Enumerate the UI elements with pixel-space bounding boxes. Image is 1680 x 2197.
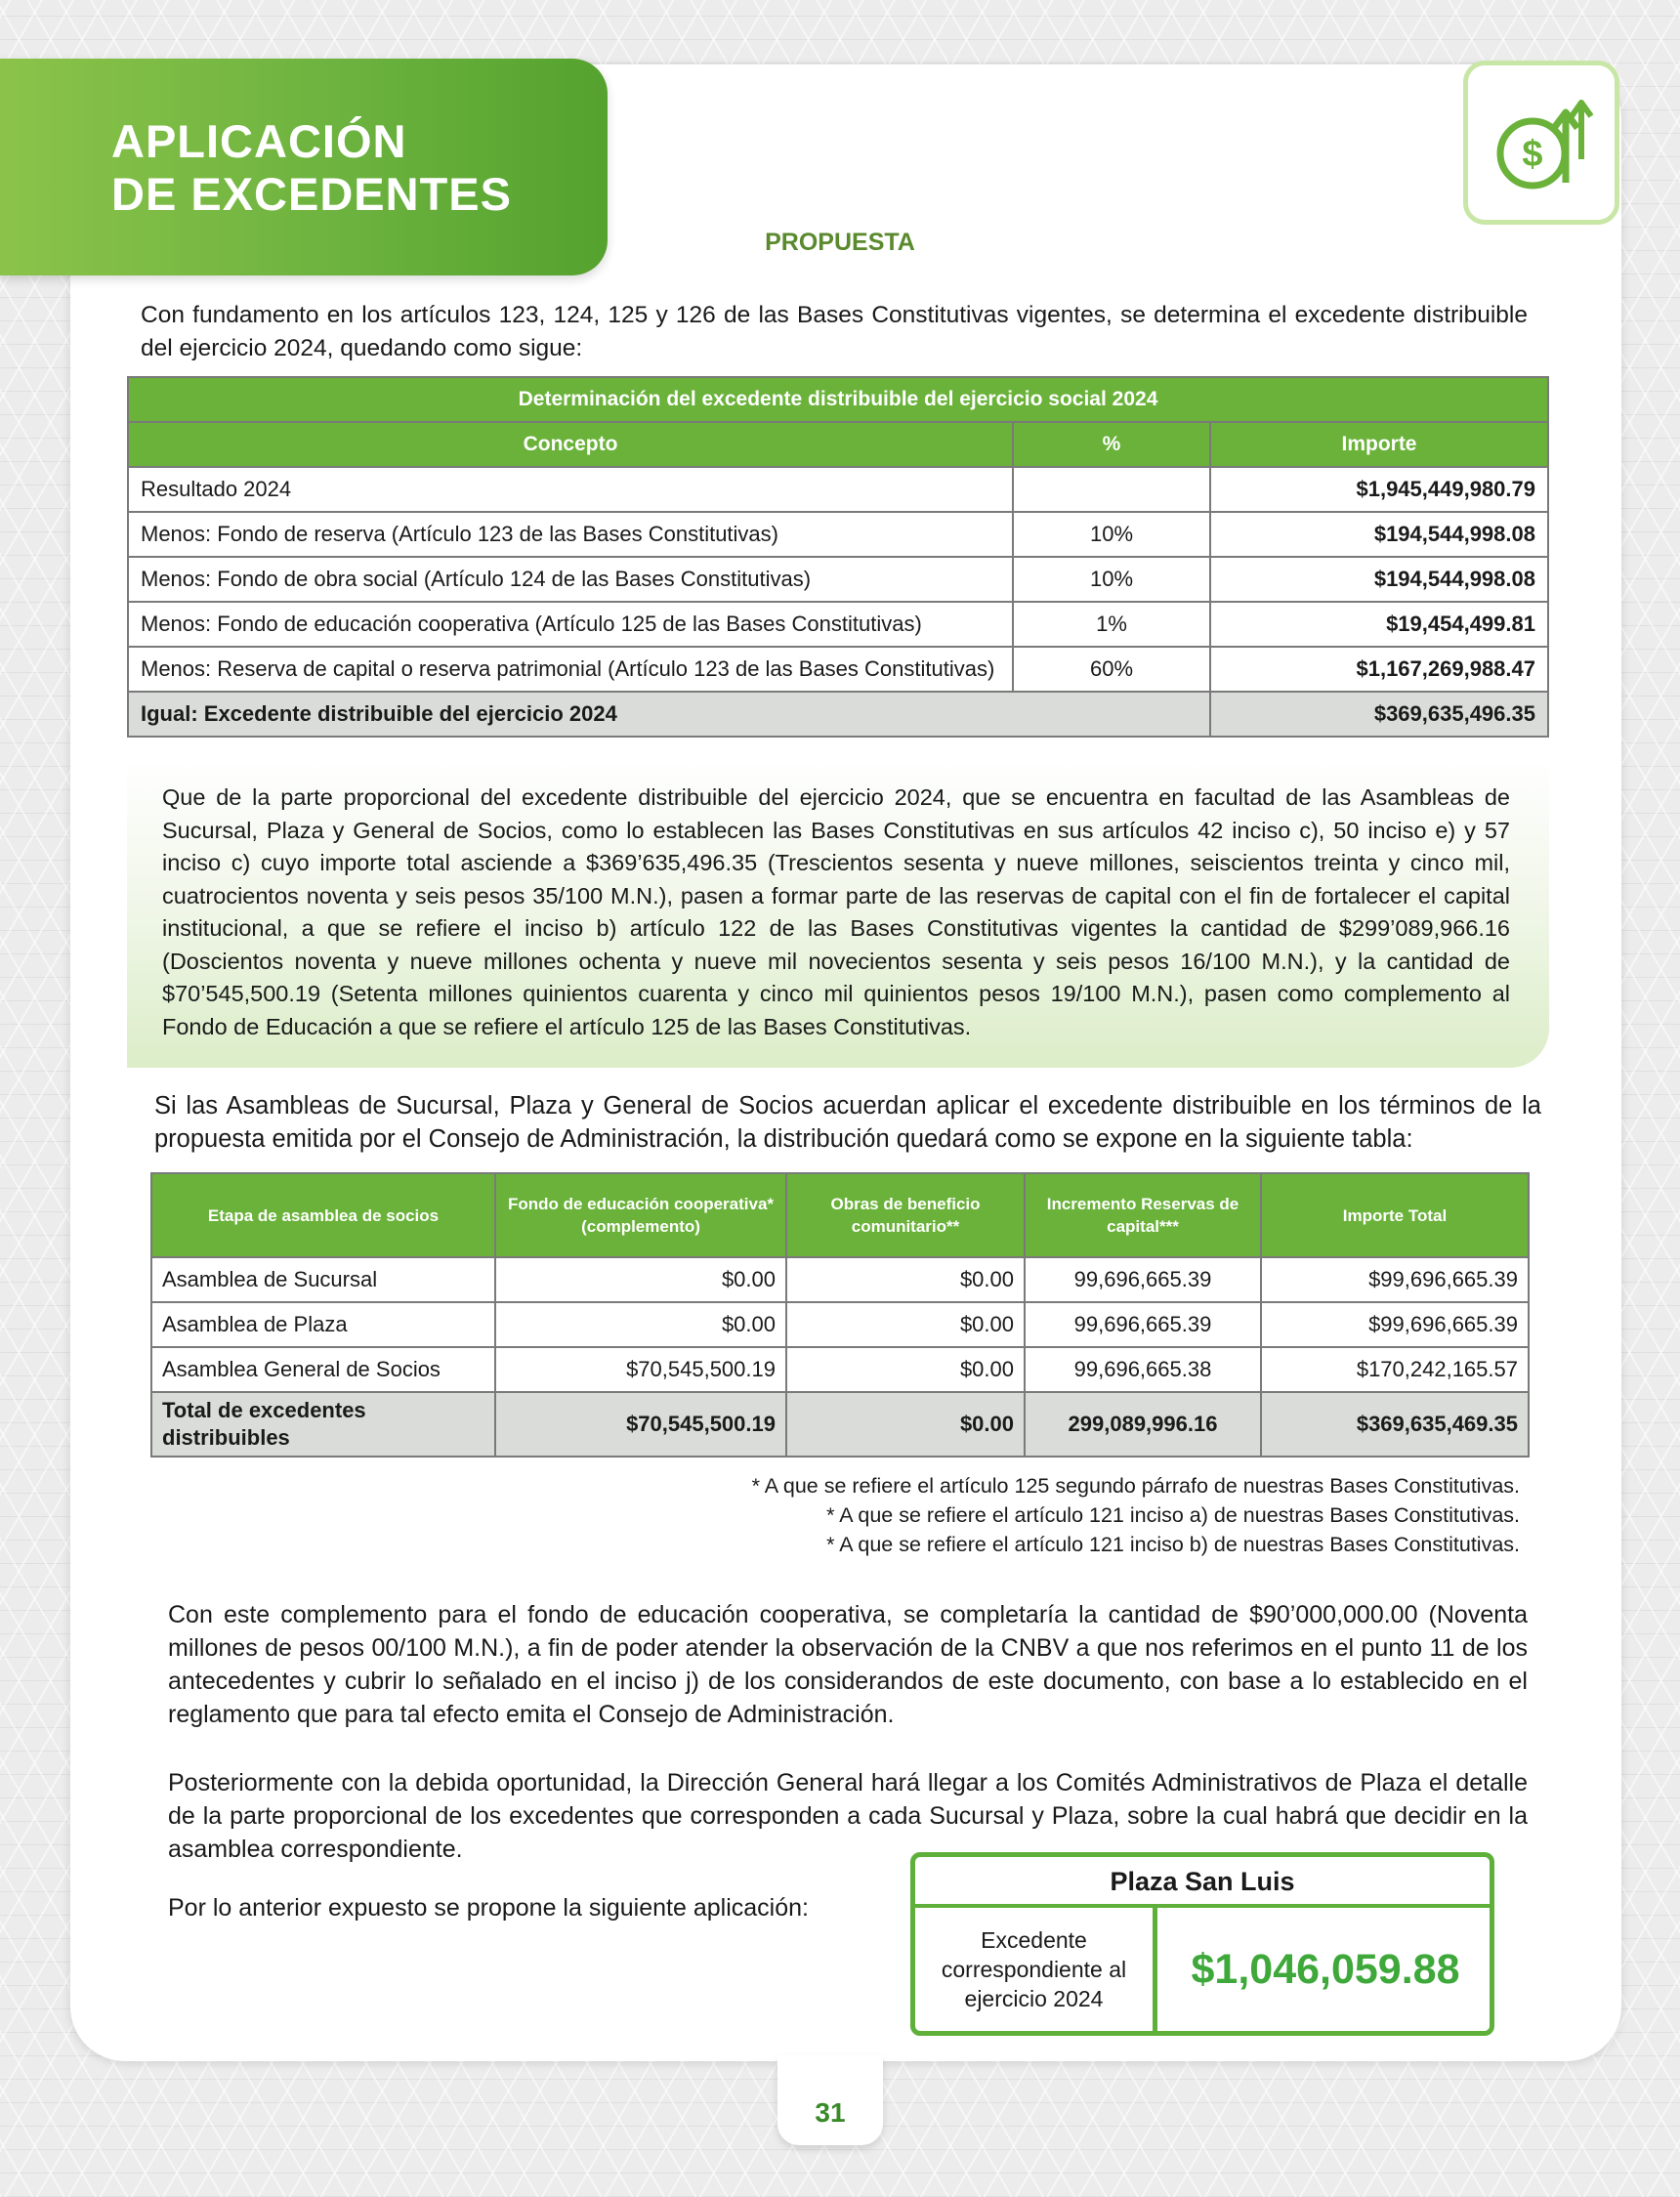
row-importe: $1,945,449,980.79 — [1210, 467, 1548, 512]
total-importe: $369,635,469.35 — [1261, 1392, 1529, 1457]
table-row — [128, 647, 1548, 692]
table-row — [128, 557, 1548, 602]
table-row — [128, 467, 1548, 512]
row-reservas: 99,696,665.39 — [1025, 1302, 1261, 1347]
row-fondo: $0.00 — [495, 1302, 786, 1347]
row-concepto: Resultado 2024 — [128, 467, 1013, 512]
row-total: $99,696,665.39 — [1261, 1257, 1529, 1302]
page-number: 31 — [777, 2055, 883, 2145]
row-importe: $19,454,499.81 — [1210, 602, 1548, 647]
row-concepto: Menos: Fondo de obra social (Artículo 124 de las Bases Constitutivas) — [128, 557, 1013, 602]
row-fondo: $0.00 — [495, 1257, 786, 1302]
row-pct: 1% — [1013, 602, 1210, 647]
row-fondo: $70,545,500.19 — [495, 1347, 786, 1392]
distribution-table — [150, 1172, 1530, 1458]
row-obras: $0.00 — [786, 1257, 1025, 1302]
total-reservas: 299,089,996.16 — [1025, 1392, 1261, 1457]
row-reservas: 99,696,665.38 — [1025, 1347, 1261, 1392]
table-row — [151, 1257, 1529, 1302]
row-concepto: Menos: Reserva de capital o reserva patrimonial (Artículo 123 de las Bases Constitutivas) — [128, 647, 1013, 692]
footnote: * A que se refiere el artículo 125 segundo párrafo de nuestras Bases Constitutivas. — [751, 1474, 1520, 1498]
row-etapa: Asamblea de Sucursal — [151, 1257, 495, 1302]
row-total: $170,242,165.57 — [1261, 1347, 1529, 1392]
row-concepto: Menos: Fondo de educación cooperativa (Artículo 125 de las Bases Constitutivas) — [128, 602, 1013, 647]
col-header-fondo: Fondo de educación cooperativa* (complemento) — [495, 1173, 786, 1257]
footnote: * A que se refiere el artículo 121 inciso b) de nuestras Bases Constitutivas. — [826, 1533, 1520, 1556]
footnote: * A que se refiere el artículo 121 inciso a) de nuestras Bases Constitutivas. — [826, 1503, 1520, 1527]
title-line-2: DE EXCEDENTES — [111, 168, 512, 220]
row-importe: $194,544,998.08 — [1210, 557, 1548, 602]
row-concepto: Menos: Fondo de reserva (Artículo 123 de las Bases Constitutivas) — [128, 512, 1013, 557]
table-row — [151, 1302, 1529, 1347]
total-obras: $0.00 — [786, 1392, 1025, 1457]
row-pct — [1013, 467, 1210, 512]
complement-paragraph: Con este complemento para el fondo de educación cooperativa, se completaría la cantidad de $90’000,000.00 (Noventa millones de pesos 00/100 M.N.), a fin de poder atender la observación de la CNBV a que nos referimos en el punto 11 de los antecedentes y cubrir lo señalado en el inciso j) de los considerandos de este documento, con base a lo establecido en el reglamento que para tal efecto emita el Consejo de Administración. — [168, 1601, 1528, 1728]
total-row — [128, 692, 1548, 737]
quote-paragraph: Que de la parte proporcional del excedente distribuible del ejercicio 2024, que se encuentra en facultad de las Asambleas de Sucursal, Plaza y General de Socios, como lo establecen las Bases Constitutivas en sus artículos 42 inciso c), 50 inciso e) y 57 inciso c) cuyo importe total asciende a $369’635,496.35 (Trescientos sesenta y nueve millones, seiscientos treinta y cinco mil, cuatrocientos noventa y seis pesos 35/100 M.N.), pasen a formar parte de las reservas de capital con el fin de fortalecer el capital institucional, a que se refiere el inciso b) artículo 122 de las Bases Constitutivas vigentes la cantidad de $299’089,966.16 (Doscientos noventa y nueve millones ochenta y nueve mil novecientos sesenta y seis pesos 16/100 M.N.), y la cantidad de $70’545,500.19 (Setenta millones quinientos cuarenta y cinco mil quinientos pesos 19/100 M.N.), pasen como complemento al Fondo de Educación a que se refiere el artículo 125 de las Bases Constitutivas. — [162, 784, 1510, 1039]
table-row — [128, 512, 1548, 557]
col-header-importe: Importe — [1210, 422, 1548, 467]
svg-text:$: $ — [1522, 134, 1543, 175]
row-etapa: Asamblea General de Socios — [151, 1347, 495, 1392]
later-paragraph: Posteriormente con la debida oportunidad, la Dirección General hará llegar a los Comités Administrativos de Plaza el detalle de la parte proporcional de los excedentes que corresponden a cada Sucursal y Plaza, sobre la cual habrá que decidir en la asamblea correspondiente. — [168, 1769, 1528, 1863]
excedente-table — [127, 376, 1549, 738]
proposal-line: Por lo anterior expuesto se propone la siguiente aplicación: — [168, 1894, 809, 1922]
page-title — [111, 115, 512, 221]
col-header-total: Importe Total — [1261, 1173, 1529, 1257]
dollar-growth-icon — [1463, 61, 1619, 225]
table-row — [151, 1347, 1529, 1392]
row-obras: $0.00 — [786, 1302, 1025, 1347]
total-value: $369,635,496.35 — [1210, 692, 1548, 737]
row-pct: 10% — [1013, 512, 1210, 557]
col-header-etapa: Etapa de asamblea de socios — [151, 1173, 495, 1257]
total-etapa: Total de excedentes distribuibles — [151, 1392, 495, 1457]
plaza-label: Excedente correspondiente al ejercicio 2024 — [915, 1908, 1157, 2031]
intro-paragraph: Con fundamento en los artículos 123, 124, 125 y 126 de las Bases Constitutivas vigentes, se determina el excedente distribuible del ejercicio 2024, quedando como sigue: — [141, 302, 1528, 361]
col-header-reservas: Incremento Reservas de capital*** — [1025, 1173, 1261, 1257]
row-total: $99,696,665.39 — [1261, 1302, 1529, 1347]
total-label: Igual: Excedente distribuible del ejercicio 2024 — [128, 692, 1210, 737]
row-importe: $194,544,998.08 — [1210, 512, 1548, 557]
total-fondo: $70,545,500.19 — [495, 1392, 786, 1457]
col-header-concepto: Concepto — [128, 422, 1013, 467]
row-pct: 60% — [1013, 647, 1210, 692]
plaza-title: Plaza San Luis — [915, 1857, 1490, 1908]
row-reservas: 99,696,665.39 — [1025, 1257, 1261, 1302]
footnotes — [586, 1471, 1520, 1559]
total-row — [151, 1392, 1529, 1457]
table-row — [128, 602, 1548, 647]
distribution-paragraph: Si las Asambleas de Sucursal, Plaza y General de Socios acuerdan aplicar el excedente distribuible en los términos de la propuesta emitida por el Consejo de Administración, la distribución quedará como se expone en la siguiente tabla: — [154, 1092, 1541, 1153]
section-label: PROPUESTA — [765, 229, 915, 256]
col-header-pct: % — [1013, 422, 1210, 467]
col-header-obras: Obras de beneficio comunitario** — [786, 1173, 1025, 1257]
row-pct: 10% — [1013, 557, 1210, 602]
plaza-box — [910, 1852, 1494, 2036]
row-importe: $1,167,269,988.47 — [1210, 647, 1548, 692]
title-line-1: APLICACIÓN — [111, 115, 407, 167]
row-obras: $0.00 — [786, 1347, 1025, 1392]
table-title: Determinación del excedente distribuible del ejercicio social 2024 — [128, 377, 1548, 422]
row-etapa: Asamblea de Plaza — [151, 1302, 495, 1347]
plaza-value: $1,046,059.88 — [1191, 1946, 1460, 1993]
